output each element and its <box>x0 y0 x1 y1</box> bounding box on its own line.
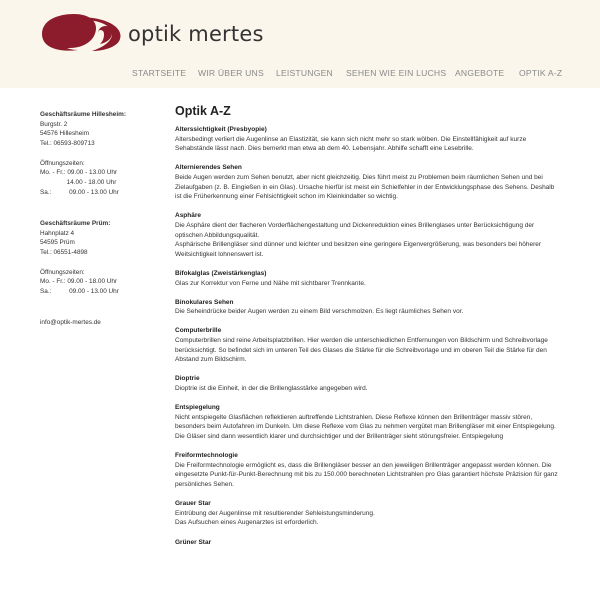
entry-definition: Dioptrie ist die Einheit, in der die Brillenglasstärke angegeben wird. <box>175 385 368 393</box>
glossary-entry <box>175 538 560 548</box>
entry-definition: Die Freiformtechnologie ermöglicht es, dass die Brillengläser besser an den jeweiligen Brillenträger angepasst werden können. Die eingesetzte Punkt-für-Punkt-Berechnung mit bis zu 150.000 berechneten Lichtstrahlen pro Glas garantiert höchste Präzision für ganz persönliches Sehen. <box>175 461 558 488</box>
hillesheim-city: 54576 Hillesheim <box>40 130 90 138</box>
entry-definition: Nicht entspiegelte Glasflächen reflektieren auftreffende Lichtstrahlen. Diese Reflexe können den Brillenträger massiv stören, besonders beim Autofahren im Dunkeln. Um diese Reflexe vom Glas zu nehmen vergütet man Brillengläser mit einer Entspiegelung. Die Gläser sind dann wesentlich klarer und durchsichtiger und der Brillenträger sieht störungsfreier. Entspiegelung <box>175 413 556 440</box>
entry-definition: Die Asphäre dient der flacheren Vorderflächengestaltung und Dickenreduktion eines Brillenglases unter Berücksichtigung der optischen Abbildungsqualität. <box>175 221 535 239</box>
entry-definition: Computerbrillen sind reine Arbeitsplatzbrillen. Hier werden die unterschiedlichen Entfernungen von Bildschirm und Schreibvorlage berücksichtigt. So befindet sich im unteren Teil des Glases die Stärke für die Schreibvorlage und im oberen Teil die Stärke für den Abstand zum Bildschirm. <box>175 337 548 364</box>
pruem-hours-1: Mo. - Fr.: 09.00 - 18.00 Uhr <box>40 278 118 286</box>
entry-term: Binokulares Sehen <box>175 298 234 306</box>
entry-term: Grauer Star <box>175 500 211 508</box>
sidebar <box>40 110 160 328</box>
entry-definition-2: Asphärische Brillengläser sind dünner und leichter und besitzen eine geringere Eigenvergrößerung, was besonders bei höherer Weitsichtigkeit lohnenswert ist. <box>175 241 542 258</box>
entry-definition: Beide Augen werden zum Sehen benutzt, aber nicht gleichzeitig. Dies führt meist zu Problemen beim räumlichen Sehen und bei Zielaufgaben (z. B. Eingießen in ein Glas). Ursache hierfür ist meist ein Schielfehler in der Entwicklungsphase des Sehens. Deshalb ist die Früherkennung einer Fehlsichtigkeit schon im Kleinkindalter so wichtig. <box>175 173 555 201</box>
glossary-entry <box>175 499 560 528</box>
logo-icon[interactable] <box>40 14 122 52</box>
entry-term: Alterssichtigkeit (Presbyopie) <box>175 126 267 133</box>
glossary-entry <box>175 326 560 364</box>
glossary-entry <box>175 211 560 259</box>
nav-item-startseite[interactable]: STARTSEITE <box>132 68 187 78</box>
pruem-city: 54595 Prüm <box>40 239 75 247</box>
site-header <box>0 0 600 88</box>
main-content <box>175 104 560 557</box>
entry-term: Alternierendes Sehen <box>175 164 242 172</box>
nav-item-sehen-wie-ein-luchs[interactable]: SEHEN WIE EIN LUCHS <box>346 68 447 78</box>
nav-item-leistungen[interactable]: LEISTUNGEN <box>276 68 333 78</box>
pruem-hours-title: Öffnungszeiten: <box>40 268 85 276</box>
entry-definition: Die Seheindrücke beider Augen werden zu einem Bild verschmolzen. Es liegt räumliches Sehen vor. <box>175 308 464 316</box>
hillesheim-hours-1: Mo. - Fr.: 09.00 - 13.00 Uhr <box>40 169 118 177</box>
glossary-entry <box>175 125 560 154</box>
nav-item-optik-a-z[interactable]: OPTIK A-Z <box>519 68 563 78</box>
pruem-phone: Tel.: 06551-4898 <box>40 249 88 257</box>
entry-term: Dioptrie <box>175 375 200 383</box>
entry-term: Bifokalglas (Zweistärkenglas) <box>175 269 267 277</box>
glossary-entry <box>175 163 560 201</box>
main-nav <box>0 68 600 82</box>
entry-definition: Glas zur Korrektur von Ferne und Nähe mit sichtbarer Trennkante. <box>175 279 366 287</box>
entry-term: Freiformtechnologie <box>175 452 238 460</box>
pruem-hours-2: Sa.: 09.00 - 13.00 Uhr <box>40 287 119 295</box>
brand-name[interactable]: optik mertes <box>128 22 264 46</box>
glossary-entry <box>175 374 560 393</box>
hillesheim-phone: Tel.: 06593-809713 <box>40 140 95 148</box>
hillesheim-title: Geschäftsräume Hillesheim: <box>40 111 126 118</box>
nav-item-angebote[interactable]: ANGEBOTE <box>455 68 505 78</box>
pruem-street: Hahnplatz 4 <box>40 229 75 237</box>
hillesheim-street: Burgstr. 2 <box>40 120 68 128</box>
nav-item-wir-ueber-uns[interactable]: WIR ÜBER UNS <box>198 68 264 78</box>
entry-definition-2: Das Aufsuchen eines Augenarztes ist erforderlich. <box>175 519 319 527</box>
glossary-entry <box>175 269 560 288</box>
email-link[interactable]: info@optik-mertes.de <box>40 319 101 327</box>
entry-term: Computerbrille <box>175 327 222 335</box>
glossary-entry <box>175 403 560 441</box>
entry-definition: Altersbedingt verliert die Augenlinse an Elastizität, sie kann sich nicht mehr so stark wölben. Die Einstellfähigkeit auf kurze Sehabstände lässt nach. Dies bemerkt man etwa ab dem 40. Lebensjahr. Abhilfe schafft eine Lesebrille. <box>175 135 527 153</box>
entry-term: Entspiegelung <box>175 404 220 412</box>
hillesheim-hours-title: Öffnungszeiten: <box>40 159 85 167</box>
glossary-entry <box>175 451 560 489</box>
entry-term: Asphäre <box>175 212 202 220</box>
glossary-entry <box>175 298 560 317</box>
hillesheim-hours-2: 14.00 - 18.00 Uhr <box>40 178 117 186</box>
entry-term: Grüner Star <box>175 538 212 546</box>
page-title: Optik A-Z <box>175 104 231 118</box>
pruem-title: Geschäftsräume Prüm: <box>40 220 111 227</box>
entry-definition: Eintrübung der Augenlinse mit resultierender Sehleistungsminderung. <box>175 509 375 517</box>
hillesheim-hours-3: Sa.: 09.00 - 13.00 Uhr <box>40 188 119 196</box>
